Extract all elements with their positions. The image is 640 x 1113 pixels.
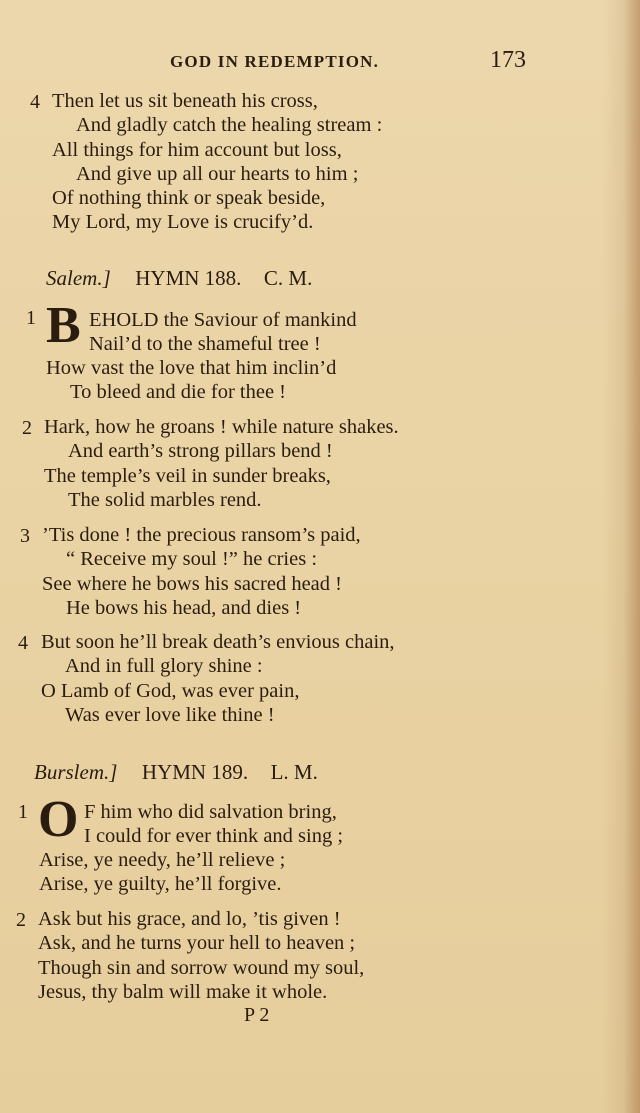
stanza-number: 3 xyxy=(20,525,30,547)
verse-line: Ask, and he turns your hell to heaven ; xyxy=(38,932,356,955)
stanza-188-1-rest xyxy=(46,356,336,405)
stanza-number: 4 xyxy=(30,91,40,113)
verse-line: Ask but his grace, and lo, ’tis given ! xyxy=(38,908,341,930)
stanza-188-3 xyxy=(42,523,361,620)
verse-line: To bleed and die for thee ! xyxy=(70,381,287,404)
drop-cap: B xyxy=(46,297,81,354)
verse-line: And gladly catch the healing stream : xyxy=(76,114,383,137)
verse-line: Though sin and sorrow wound my soul, xyxy=(38,956,365,979)
verse-line: The solid marbles rend. xyxy=(68,488,262,511)
verse-line: But soon he’ll break death’s envious chain, xyxy=(41,631,395,653)
signature-mark: P 2 xyxy=(244,1004,270,1026)
stanza-188-2 xyxy=(44,415,399,512)
page-number: 173 xyxy=(490,47,526,73)
running-title: GOD IN REDEMPTION. xyxy=(170,52,380,71)
hymn-188-heading xyxy=(46,266,312,291)
verse-line: All things for him account but loss, xyxy=(52,138,342,161)
verse-line: He bows his head, and dies ! xyxy=(66,596,302,619)
page-edge-shadow xyxy=(624,0,640,1113)
hymn-title: HYMN 189. xyxy=(141,760,249,784)
drop-cap: O xyxy=(38,791,79,848)
verse-line: O Lamb of God, was ever pain, xyxy=(41,679,300,702)
stanza-188-4 xyxy=(41,630,395,727)
verse-line: I could for ever think and sing ; xyxy=(84,825,344,848)
stanza-188-1-first xyxy=(89,308,357,357)
tune-name: Burslem.] xyxy=(34,760,118,784)
verse-line: ’Tis done ! the precious ransom’s paid, xyxy=(42,524,361,546)
tune-name: Salem.] xyxy=(46,266,111,290)
verse-line: “ Receive my soul !” he cries : xyxy=(66,548,318,571)
hymn-meter: C. M. xyxy=(263,266,313,290)
stanza-number: 1 xyxy=(18,801,28,823)
verse-line: And give up all our hearts to him ; xyxy=(76,162,359,185)
verse-line: And earth’s strong pillars bend ! xyxy=(68,440,333,463)
stanza-189-2 xyxy=(38,907,364,1004)
verse-line: Jesus, thy balm will make it whole. xyxy=(38,980,328,1003)
verse-line: The temple’s veil in sunder breaks, xyxy=(44,464,331,487)
hymn-meter: L. M. xyxy=(270,760,318,784)
hymn-189-heading xyxy=(34,760,318,785)
verse-line: My Lord, my Love is crucify’d. xyxy=(52,211,314,234)
stanza-number: 2 xyxy=(22,417,32,439)
verse-line: Nail’d to the shameful tree ! xyxy=(89,333,321,356)
verse-line: Was ever love like thine ! xyxy=(65,703,275,726)
stanza-number: 1 xyxy=(26,307,36,329)
verse-line: Of nothing think or speak beside, xyxy=(52,187,326,210)
verse-line: F him who did salvation bring, xyxy=(84,801,337,823)
verse-line: EHOLD the Saviour of mankind xyxy=(89,309,357,331)
verse-line: And in full glory shine : xyxy=(65,655,263,678)
hymn-title: HYMN 188. xyxy=(135,266,242,290)
stanza-prev-4 xyxy=(52,89,382,235)
verse-line: How vast the love that him inclin’d xyxy=(46,357,337,379)
stanza-number: 2 xyxy=(16,909,26,931)
stanza-189-1-first xyxy=(84,800,343,849)
stanza-number: 4 xyxy=(18,632,28,654)
verse-line: Arise, ye needy, he’ll relieve ; xyxy=(39,849,286,871)
stanza-189-1-rest xyxy=(39,848,285,897)
verse-line: See where he bows his sacred head ! xyxy=(42,572,342,595)
verse-line: Then let us sit beneath his cross, xyxy=(52,90,318,112)
verse-line: Arise, ye guilty, he’ll forgive. xyxy=(39,873,282,896)
verse-line: Hark, how he groans ! while nature shakes. xyxy=(44,416,399,438)
